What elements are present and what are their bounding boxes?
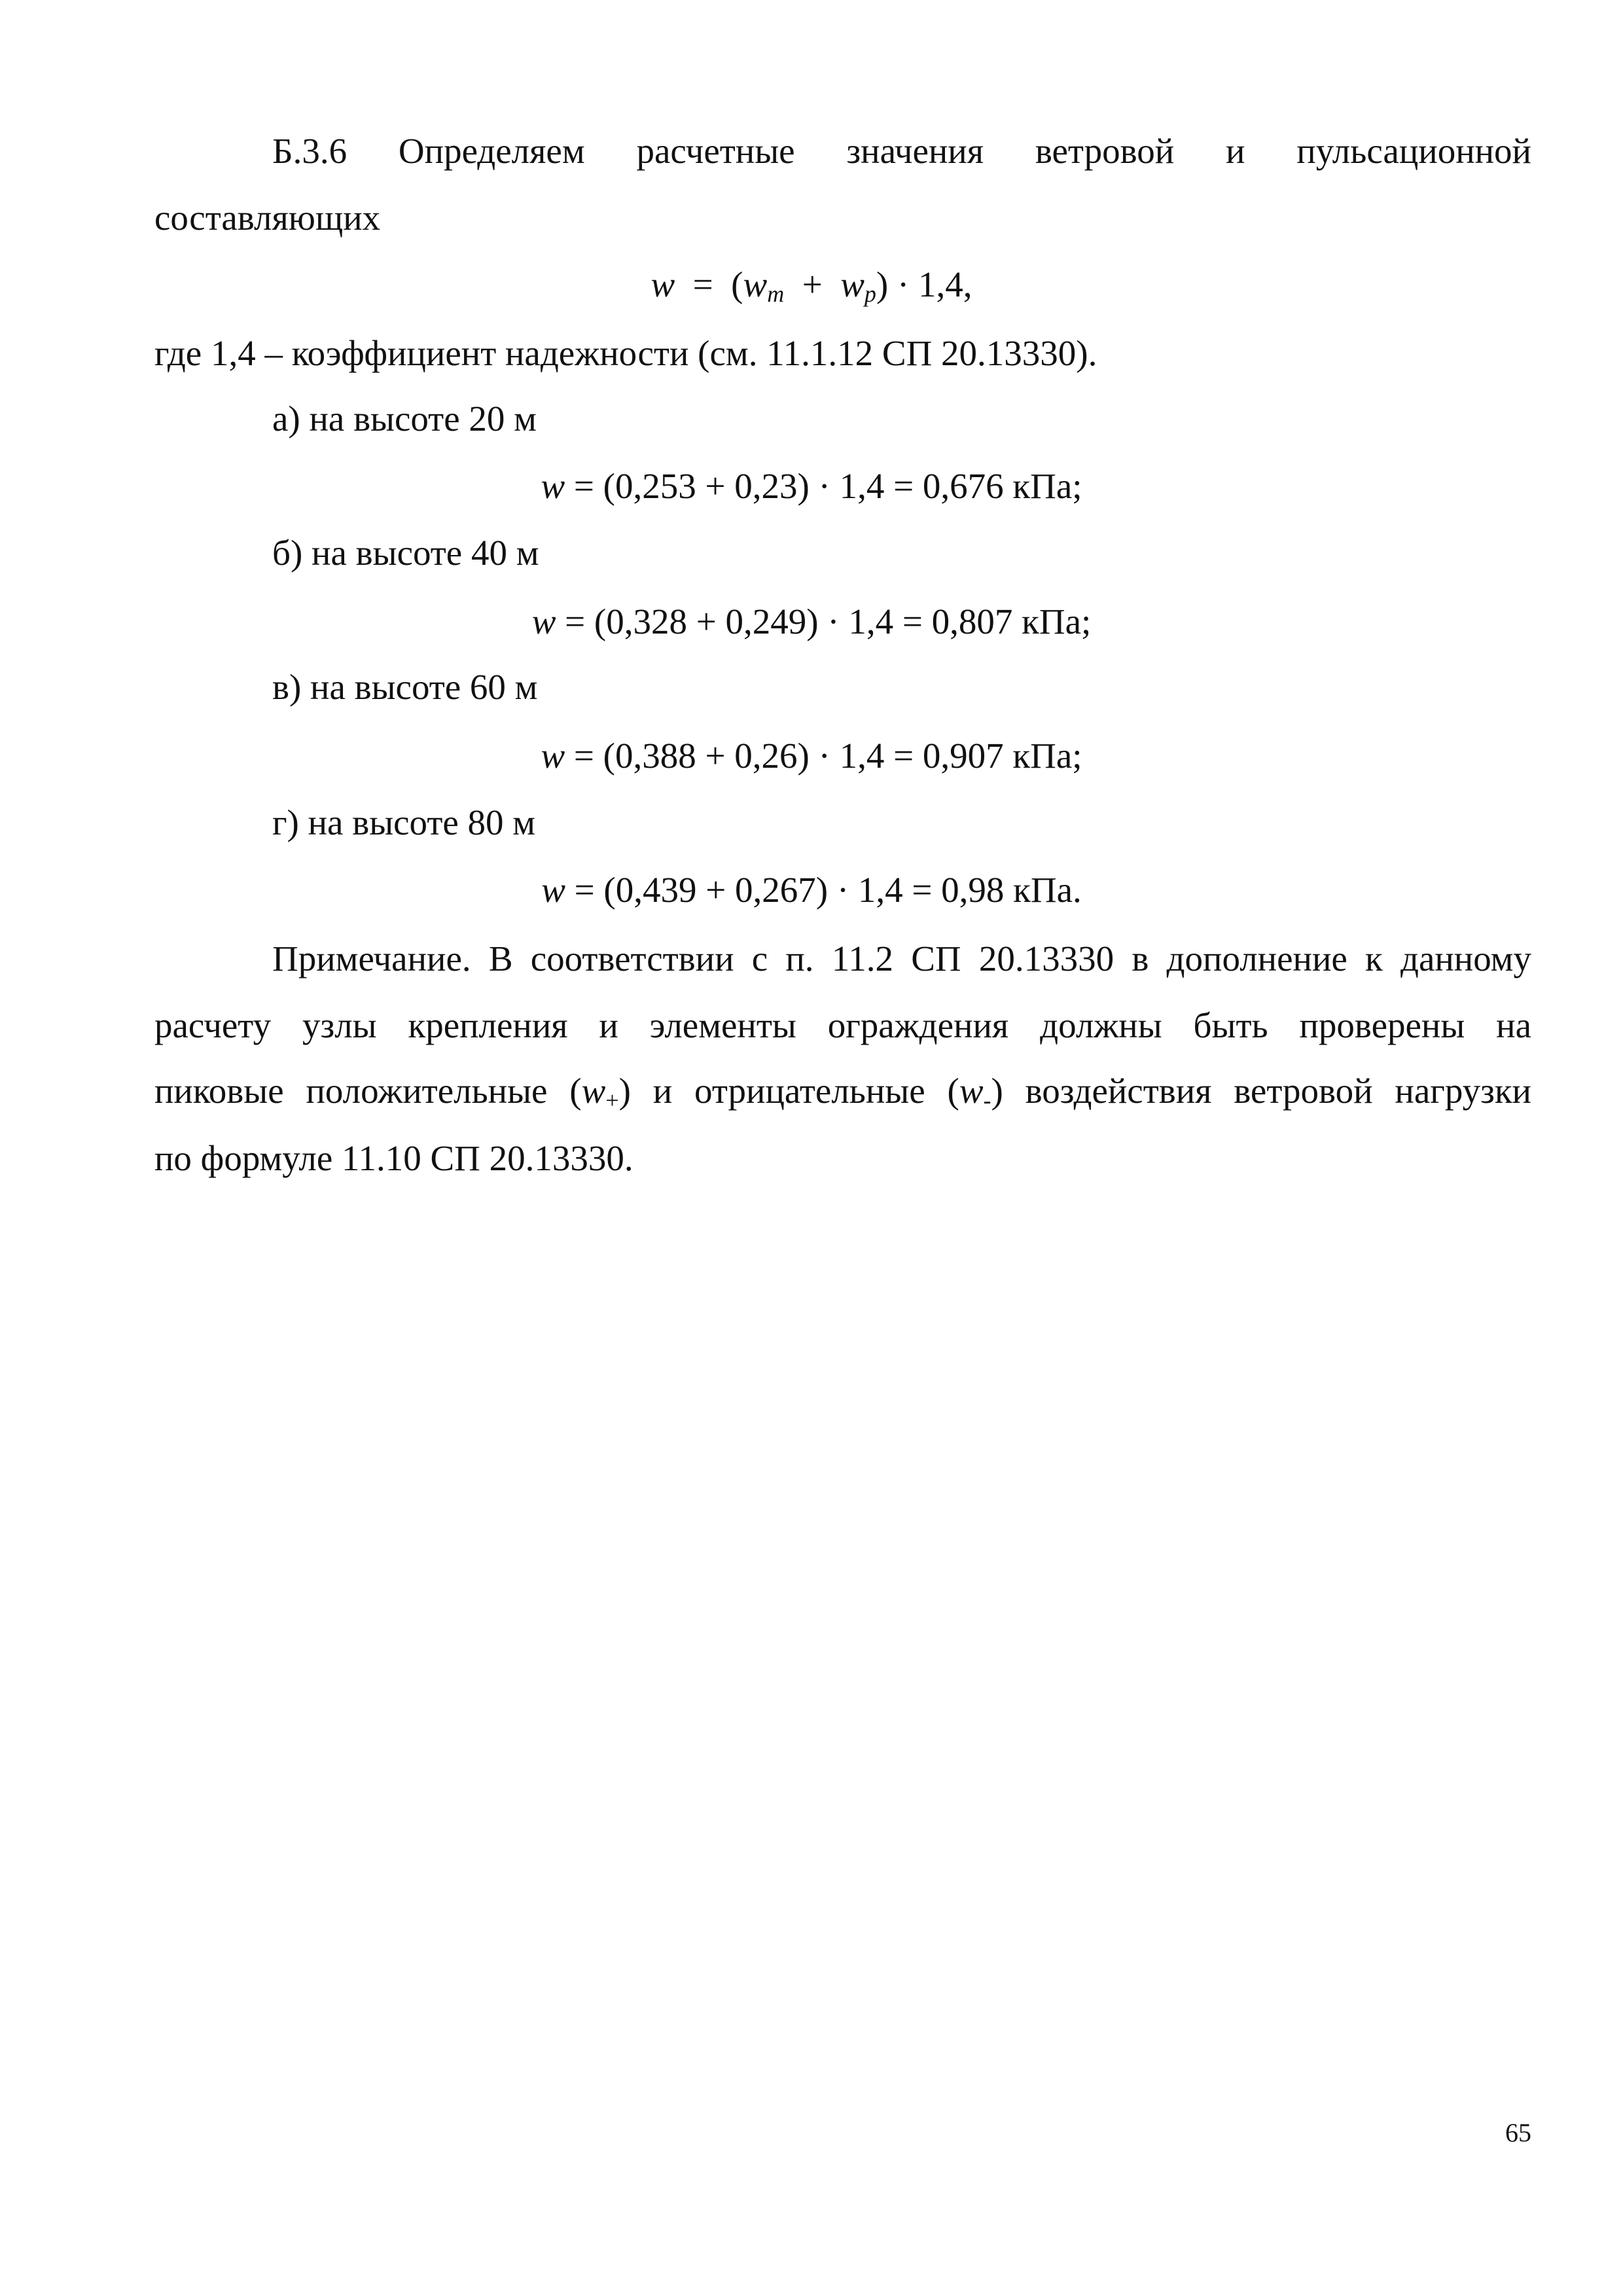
formula-wm-sub: m <box>767 281 785 307</box>
note-line-3-part-a: пиковые положительные ( <box>154 1071 582 1111</box>
case-label: б) на высоте 40 м <box>272 533 539 573</box>
page-number: 65 <box>1505 2118 1531 2147</box>
case-formula-w: w <box>541 870 565 910</box>
case-formula <box>0 733 1623 779</box>
note-w-plus-sub: + <box>605 1087 619 1113</box>
case-formula <box>0 463 1623 509</box>
formula-plus: + <box>802 264 823 304</box>
formula-tail: ) · 1,4, <box>876 264 972 304</box>
formula-wp: w <box>840 264 865 304</box>
formula-wp-sub: p <box>864 281 876 307</box>
note-line-2: расчету узлы крепления и элементы ограждения должны быть проверены на <box>154 1005 1531 1045</box>
case-label: г) на высоте 80 м <box>272 802 536 842</box>
section-heading-continuation: составляющих <box>154 198 381 238</box>
note-w-plus: w <box>581 1071 606 1111</box>
case-label: в) на высоте 60 м <box>272 667 538 707</box>
where-line: где 1,4 – коэффициент надежности (см. 11.1.12 СП 20.13330). <box>154 333 1097 373</box>
note-line-4: по формуле 11.10 СП 20.13330. <box>154 1138 633 1178</box>
section-heading: Б.3.6 Определяем расчетные значения ветровой и пульсационной <box>272 131 1531 171</box>
case-formula-expr: = (0,253 + 0,23) · 1,4 = 0,676 кПа; <box>565 466 1082 506</box>
note-w-minus: w <box>959 1071 984 1111</box>
case-formula-expr: = (0,439 + 0,267) · 1,4 = 0,98 кПа. <box>565 870 1082 910</box>
note-w-minus-sub: - <box>983 1087 991 1113</box>
note-line-3 <box>154 1068 1531 1114</box>
case-formula-w: w <box>531 601 556 641</box>
case-formula-expr: = (0,328 + 0,249) · 1,4 = 0,807 кПа; <box>556 601 1092 641</box>
note-line-3-part-b: ) и отрицательные ( <box>618 1071 959 1111</box>
formula-open-paren: ( <box>731 264 743 304</box>
note-line-1: Примечание. В соответствии с п. 11.2 СП 20.13330 в дополнение к данному <box>272 939 1531 978</box>
case-formula-expr: = (0,388 + 0,26) · 1,4 = 0,907 кПа; <box>565 736 1082 776</box>
case-formula <box>0 867 1623 913</box>
case-formula <box>0 599 1623 645</box>
case-formula-w: w <box>541 466 565 506</box>
formula-wm: w <box>743 264 768 304</box>
formula-equals: = <box>692 264 713 304</box>
case-formula-w: w <box>541 736 565 776</box>
formula-w: w <box>651 264 675 304</box>
case-label: а) на высоте 20 м <box>272 399 537 439</box>
note-line-3-part-c: ) воздействия ветровой нагрузки <box>991 1071 1531 1111</box>
general-formula <box>0 262 1623 308</box>
